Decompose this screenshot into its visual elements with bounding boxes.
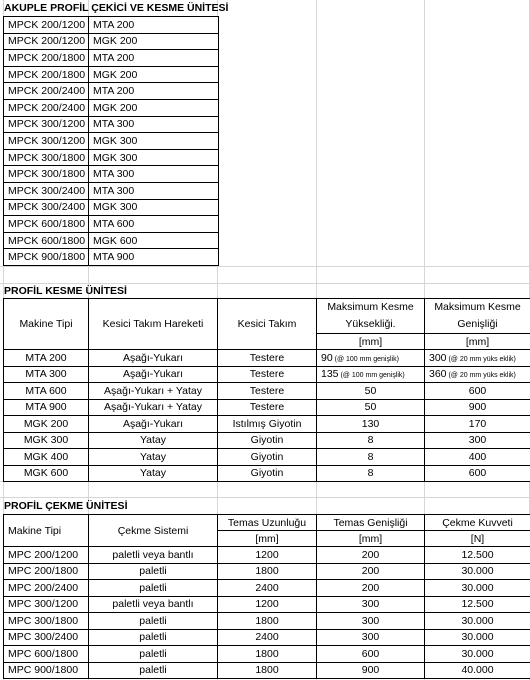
kesme-yuksekligi: [317, 350, 425, 367]
table-row: [4, 83, 219, 100]
cekici-model: MPCK 600/1800: [4, 216, 89, 233]
cekme-sistemi: paletli: [89, 613, 218, 630]
temas-genisligi: 200: [317, 563, 425, 580]
cekme-kuvveti: 30.000: [425, 613, 530, 630]
cekme-header-tip: Makine Tipi: [4, 515, 89, 547]
cekici-model: MPCK 300/1800: [4, 166, 89, 183]
temas-genisligi: 300: [317, 596, 425, 613]
makine-tipi: MGK 300: [4, 432, 89, 449]
cekme-sistemi: paletli: [89, 629, 218, 646]
kesici-takim: Testere: [218, 383, 317, 400]
kesme-model: MGK 200: [89, 33, 219, 50]
makine-tipi: MPC 600/1800: [4, 646, 89, 663]
kesme-yuksekligi: 50: [317, 383, 425, 400]
makine-tipi: MGK 200: [4, 416, 89, 433]
temas-uzunlugu: 1200: [218, 596, 317, 613]
kesici-takim: Istılmış Giyotin: [218, 416, 317, 433]
note: (@ 20 mm yüks eklik): [446, 372, 516, 380]
table-row: [4, 399, 530, 416]
table-row: [4, 547, 530, 564]
makine-tipi: MPC 300/1200: [4, 596, 89, 613]
takim-hareketi: Aşağı-Yukarı + Yatay: [89, 383, 218, 400]
table-row: [4, 416, 530, 433]
cekici-model: MPCK 200/1800: [4, 50, 89, 67]
cekme-kuvveti: 30.000: [425, 629, 530, 646]
note: (@ 100 mm genişlik): [332, 355, 399, 363]
table-row: [4, 432, 530, 449]
cekici-model: MPCK 200/1200: [4, 17, 89, 34]
temas-uzunlugu: 2400: [218, 629, 317, 646]
table-row: [4, 383, 530, 400]
table-row: [4, 166, 219, 183]
temas-genisligi: 300: [317, 629, 425, 646]
cekici-model: MPCK 300/2400: [4, 199, 89, 216]
kesici-takim: Giyotin: [218, 465, 317, 482]
cekme-kuvveti: 12.500: [425, 547, 530, 564]
temas-genisligi: 200: [317, 547, 425, 564]
cekme-table: [3, 514, 530, 679]
takim-hareketi: Yatay: [89, 449, 218, 466]
cekme-sistemi: paletli: [89, 662, 218, 679]
kesme-header-tip: Makine Tipi: [4, 299, 89, 350]
table-row: [4, 17, 219, 34]
cekici-model: MPCK 300/2400: [4, 182, 89, 199]
cekme-unit-uzunluk: [mm]: [218, 531, 317, 547]
cekme-header-kuvvet: Çekme Kuvveti: [425, 515, 530, 531]
kesme-model: MTA 300: [89, 182, 219, 199]
table-row: [4, 232, 219, 249]
kesme-model: MGK 600: [89, 232, 219, 249]
kesici-takim: Testere: [218, 399, 317, 416]
kesme-yuksekligi: 8: [317, 465, 425, 482]
table-row: [4, 366, 530, 383]
kesme-genisligi: 900: [425, 399, 530, 416]
temas-genisligi: 600: [317, 646, 425, 663]
cekici-model: MPCK 600/1800: [4, 232, 89, 249]
temas-uzunlugu: 2400: [218, 580, 317, 597]
table-row: [4, 216, 219, 233]
cekici-model: MPCK 300/1200: [4, 116, 89, 133]
table-row: [4, 629, 530, 646]
table-row: [4, 182, 219, 199]
makine-tipi: MTA 900: [4, 399, 89, 416]
kesme-header-hareket: Kesici Takım Hareketi: [89, 299, 218, 350]
temas-uzunlugu: 1800: [218, 563, 317, 580]
temas-uzunlugu: 1800: [218, 662, 317, 679]
cekme-title: PROFİL ÇEKME ÜNİTESİ: [4, 500, 128, 512]
cekici-model: MPCK 200/2400: [4, 99, 89, 116]
table-row: [4, 33, 219, 50]
makine-tipi: MTA 300: [4, 366, 89, 383]
makine-tipi: MTA 600: [4, 383, 89, 400]
kesme-unit-yukseklik: [mm]: [317, 334, 425, 350]
takim-hareketi: Yatay: [89, 465, 218, 482]
kesici-takim: Testere: [218, 350, 317, 367]
takim-hareketi: Aşağı-Yukarı: [89, 350, 218, 367]
kesme-genisligi: 600: [425, 465, 530, 482]
table-row: [4, 563, 530, 580]
kesme-genisligi: 600: [425, 383, 530, 400]
table-row: [4, 50, 219, 67]
cekme-kuvveti: 30.000: [425, 580, 530, 597]
makine-tipi: MPC 900/1800: [4, 662, 89, 679]
cekme-sistemi: paletli veya bantlı: [89, 547, 218, 564]
temas-genisligi: 900: [317, 662, 425, 679]
kesme-yuksekligi: [317, 366, 425, 383]
table-row: [4, 465, 530, 482]
cekme-header-genislik: Temas Genişliği: [317, 515, 425, 531]
kesici-takim: Testere: [218, 366, 317, 383]
cekme-sistemi: paletli: [89, 646, 218, 663]
makine-tipi: MPC 200/1800: [4, 563, 89, 580]
kesme-unit-genislik: [mm]: [425, 334, 530, 350]
makine-tipi: MGK 600: [4, 465, 89, 482]
value: 300: [429, 351, 447, 364]
makine-tipi: MTA 200: [4, 350, 89, 367]
kesme-yuksekligi: 50: [317, 399, 425, 416]
kesme-model: MTA 200: [89, 50, 219, 67]
table-row: [4, 249, 219, 266]
table-row: [4, 149, 219, 166]
kesici-takim: Giyotin: [218, 449, 317, 466]
note: (@ 20 mm yüks eklik): [446, 355, 516, 363]
cekici-model: MPCK 200/2400: [4, 83, 89, 100]
cekici-model: MPCK 900/1800: [4, 249, 89, 266]
cekici-model: MPCK 200/1200: [4, 33, 89, 50]
cekici-model: MPCK 300/1200: [4, 133, 89, 150]
table-row: [4, 350, 530, 367]
cekici-model: MPCK 200/1800: [4, 66, 89, 83]
makine-tipi: MPC 300/2400: [4, 629, 89, 646]
kesme-model: MTA 300: [89, 166, 219, 183]
takim-hareketi: Yatay: [89, 432, 218, 449]
takim-hareketi: Aşağı-Yukarı: [89, 366, 218, 383]
takim-hareketi: Aşağı-Yukarı + Yatay: [89, 399, 218, 416]
kesme-title: PROFİL KESME ÜNİTESİ: [4, 285, 127, 297]
kesme-model: MGK 200: [89, 99, 219, 116]
cekici-model: MPCK 300/1800: [4, 149, 89, 166]
kesme-genisligi: [425, 366, 530, 383]
kesme-model: MTA 600: [89, 216, 219, 233]
kesme-header-yukseklik: Maksimum Kesme Yüksekliği.: [317, 299, 425, 334]
kesme-yuksekligi: 8: [317, 449, 425, 466]
makine-tipi: MPC 200/2400: [4, 580, 89, 597]
table-row: [4, 116, 219, 133]
takim-hareketi: Aşağı-Yukarı: [89, 416, 218, 433]
cekme-kuvveti: 30.000: [425, 563, 530, 580]
kesme-model: MTA 300: [89, 116, 219, 133]
cekme-sistemi: paletli veya bantlı: [89, 596, 218, 613]
table-row: [4, 580, 530, 597]
cekme-sistemi: paletli: [89, 563, 218, 580]
temas-uzunlugu: 1800: [218, 646, 317, 663]
cekme-header-sistem: Çekme Sistemi: [89, 515, 218, 547]
table-row: [4, 99, 219, 116]
kesme-model: MGK 300: [89, 133, 219, 150]
value: 360: [429, 368, 447, 381]
cekme-sistemi: paletli: [89, 580, 218, 597]
kesme-genisligi: [425, 350, 530, 367]
value: 90: [321, 351, 333, 364]
table-row: [4, 449, 530, 466]
cekme-header-uzunluk: Temas Uzunluğu: [218, 515, 317, 531]
table-row: [4, 646, 530, 663]
kesme-header-genislik: Maksimum Kesme Genişliği: [425, 299, 530, 334]
temas-genisligi: 200: [317, 580, 425, 597]
table-row: [4, 613, 530, 630]
kesme-genisligi: 300: [425, 432, 530, 449]
cekme-kuvveti: 30.000: [425, 646, 530, 663]
kesme-model: MTA 900: [89, 249, 219, 266]
kesme-model: MGK 200: [89, 66, 219, 83]
table-row: [4, 662, 530, 679]
kesme-yuksekligi: 8: [317, 432, 425, 449]
akuple-title: AKUPLE PROFİL ÇEKİCİ VE KESME ÜNİTESİ: [4, 2, 229, 14]
temas-genisligi: 300: [317, 613, 425, 630]
cekme-kuvveti: 12.500: [425, 596, 530, 613]
kesme-genisligi: 170: [425, 416, 530, 433]
kesme-table: [3, 298, 530, 482]
kesme-model: MGK 300: [89, 149, 219, 166]
cekme-kuvveti: 40.000: [425, 662, 530, 679]
table-row: [4, 133, 219, 150]
cekme-unit-genislik: [mm]: [317, 531, 425, 547]
makine-tipi: MGK 400: [4, 449, 89, 466]
makine-tipi: MPC 300/1800: [4, 613, 89, 630]
note: (@ 100 mm genişlik): [338, 372, 405, 380]
kesme-model: MGK 300: [89, 199, 219, 216]
table-row: [4, 66, 219, 83]
temas-uzunlugu: 1200: [218, 547, 317, 564]
table-row: [4, 199, 219, 216]
temas-uzunlugu: 1800: [218, 613, 317, 630]
kesme-yuksekligi: 130: [317, 416, 425, 433]
cekme-unit-kuvvet: [N]: [425, 531, 530, 547]
makine-tipi: MPC 200/1200: [4, 547, 89, 564]
kesme-model: MTA 200: [89, 83, 219, 100]
value: 135: [321, 368, 339, 381]
kesici-takim: Giyotin: [218, 432, 317, 449]
kesme-header-takim: Kesici Takım: [218, 299, 317, 350]
table-row: [4, 596, 530, 613]
kesme-genisligi: 400: [425, 449, 530, 466]
kesme-model: MTA 200: [89, 17, 219, 34]
akuple-table: [3, 16, 219, 266]
